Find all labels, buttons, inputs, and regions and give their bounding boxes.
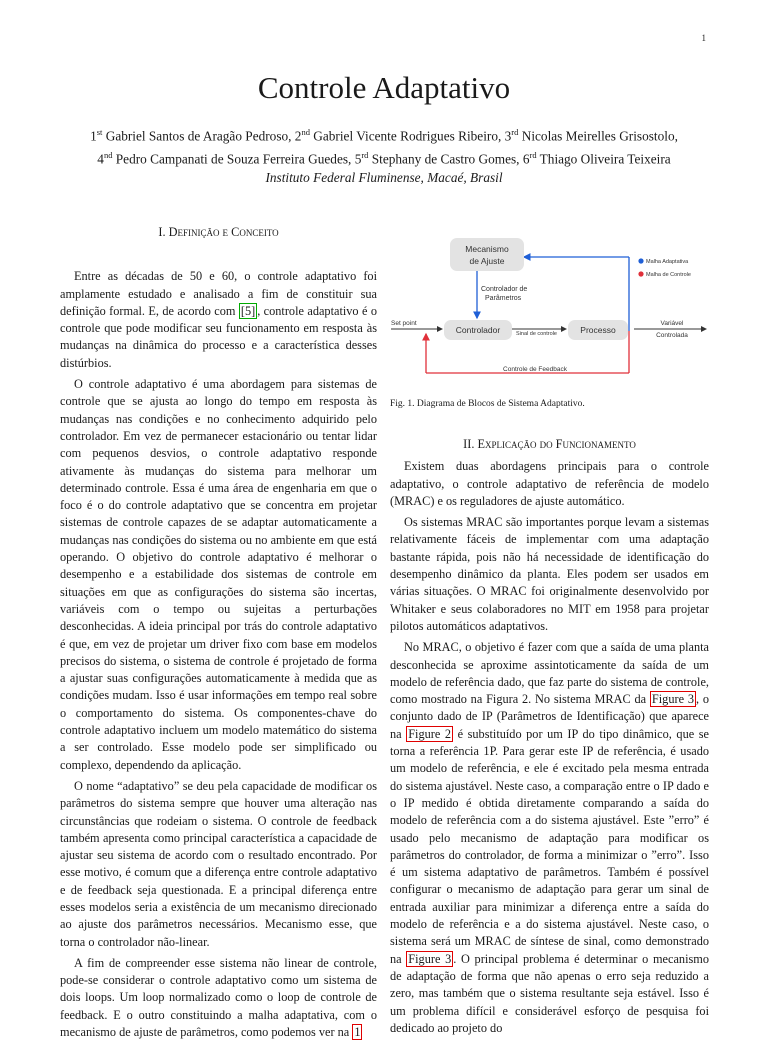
author-ordinal-suffix: st <box>96 127 103 137</box>
text-run: No MRAC, o objetivo é fazer com que a saída de uma planta desconhecida se aproxime assintoticamente da saída de um modelo de referência dado, que faz parte do sistema de controle, como mostrado na Figura 2. No sistema MRAC da <box>390 640 709 707</box>
author-ordinal-suffix: rd <box>511 127 519 137</box>
author-ordinal-suffix: nd <box>301 127 310 137</box>
author-ordinal: 2 <box>294 128 302 144</box>
paragraph: O nome “adaptativo” se deu pela capacidade de modificar os parâmetros do sistema sempre que houver uma alteração nas circunstâncias que rodeiam o sistema. O controle de feedback também apresenta como principal característica a capacidade de ajustar seu sistema de acordo com o resultado encontrado. Por esse motivo, é comum que a diferença entre controle adaptativo e de feedback seja questionada. E a principal diferença entre esses modelos seria a existência de um mecanismo direcionado ao ajuste dos parâmetros necessários. Mecanismo esse, que torna o controlador não-linear. <box>60 778 377 949</box>
process-label: Processo <box>580 325 616 335</box>
author-ordinal-suffix: rd <box>529 149 537 160</box>
text-run: A fim de compreender esse sistema não linear de controle, pode-se considerar o controle adaptativo como um sistema de dois loops. Um loop normalizado como o loop de controle de feedback. E o outro constituindo a malha adaptativa, com o mecanismo de ajuste de parâmetros, como podemos ver na <box>60 955 377 1040</box>
section-title: Explicação do Funcionamento <box>477 437 636 451</box>
figure-caption: Fig. 1. Diagrama de Blocos de Sistema Adaptativo. <box>390 399 585 409</box>
author-name: Pedro Campanati de Souza Ferreira Guedes, <box>115 151 352 167</box>
author-block <box>50 123 718 187</box>
author-ordinal-suffix: rd <box>361 149 369 160</box>
section-title: Definição e Conceito <box>168 225 279 239</box>
figure-reference-link[interactable]: Figure 2 <box>408 726 452 741</box>
mechanism-block <box>450 238 524 271</box>
output-label: Variável <box>660 320 684 327</box>
legend-marker-adaptive <box>638 258 643 263</box>
text-run: , controle adaptativo é o controle que pode modificar seu funcionamento em resposta às mudanças na dinâmica do processo e a característica desses distúrbios. <box>60 303 377 370</box>
mechanism-label: de Ajuste <box>469 256 505 266</box>
author-ordinal-suffix: nd <box>103 149 113 160</box>
author-line-2 <box>50 146 718 169</box>
mechanism-label: Mecanismo <box>465 244 509 254</box>
author-line-1 <box>50 123 718 146</box>
param-label: Parâmetros <box>485 295 522 302</box>
author-ordinal: 3 <box>504 128 512 144</box>
right-column <box>390 436 709 1041</box>
section-number: I. <box>158 225 166 239</box>
author-name: Gabriel Santos de Aragão Pedroso, <box>105 128 292 144</box>
paragraph: Os sistemas MRAC são importantes porque levam a sistemas relativamente fáceis de implementar com uma adaptação bastante rápida, pois não há necessidade de identificação do desempenho dinâmico da planta. Eles podem ser usados em várias situações. O MRAC foi originalmente desenvolvido por Whitaker e seus colaboradores no MIT em 1958 para projetar pilotos automáticos adaptativos. <box>390 515 709 633</box>
block-diagram <box>388 232 713 380</box>
figure-reference-link[interactable]: Figure 3 <box>651 692 694 707</box>
setpoint-label: Set point <box>391 320 417 327</box>
paragraph: Existem duas abordagens principais para o controle adaptativo, o controle adaptativo de referência de modelo (MRAC) e os reguladores de ajuste automático. <box>390 459 709 508</box>
legend-marker-control <box>638 271 643 276</box>
text-run: Entre as décadas de 50 e 60, o controle adaptativo foi amplamente estudado e analisado a fim de constituir sua definição formal. E, de acordo com <box>60 269 377 318</box>
text-run: , o conjunto dado de IP (Parâmetros de Identificação) que aparece na <box>390 692 710 741</box>
text-run: é substituído por um IP do tipo dinâmico, que se torna a referência 1P. Para gerar este IP de referência, é usado um modelo de referência, e ele é excitado pela mesma entrada do sistema ajustável. Neste caso, a comparação entre o IP dado e o IP medido é obtida diretamente comparando a saída do modelo de referência com a do sistema ajustável. Este ”erro” é usado pelo mecanismo de adaptação para modificar os parâmetros do controlador, de forma a minimizar o ”erro”. Isso é um sistema adaptativo de parâmetros. Também é possível configurar o mecanismo de adaptação para gerar um sinal de entrada auxiliar para minimizar a diferença entre a saída do modelo de referência e a do sistema ajustável. Neste caso, o sistema será um MRAC de síntese de sinal, como demonstrado na <box>390 726 709 966</box>
author-ordinal: 1 <box>90 128 97 144</box>
text-run: . O principal problema é determinar o mecanismo de adaptação de forma que não apenas o erro seja reduzido a zero, mas também que o sistema resultante seja estável. Isso é um problema difícil e considerável esforço de pesquisa foi dedicado ao projeto do <box>390 951 709 1035</box>
figure-reference-link[interactable]: Figure 3 <box>408 951 452 966</box>
citation-link[interactable]: [5] <box>240 303 256 318</box>
author-name: Thiago Oliveira Teixeira <box>539 151 671 167</box>
author-name: Stephany de Castro Gomes, <box>371 151 520 167</box>
author-ordinal: 5 <box>354 151 362 167</box>
legend-label: Malha de Controle <box>646 272 691 278</box>
left-column <box>60 224 377 1045</box>
legend-label: Malha Adaptativa <box>646 259 689 265</box>
page-number: 1 <box>701 33 706 43</box>
control-signal-label: Sinal de controle <box>516 331 557 337</box>
paragraph <box>390 639 709 1037</box>
section-1-heading <box>60 224 377 241</box>
output-label: Controlada <box>656 332 688 339</box>
section-2-heading <box>390 436 709 453</box>
paragraph <box>60 955 377 1041</box>
controller-label: Controlador <box>455 325 501 335</box>
affiliation: Instituto Federal Fluminense, Macaé, Brasil <box>265 169 503 185</box>
author-name: Nicolas Meirelles Grisostolo, <box>521 128 678 144</box>
section-number: II. <box>463 437 475 451</box>
feedback-label: Controle de Feedback <box>503 366 567 373</box>
paragraph: O controle adaptativo é uma abordagem para sistemas de controle que se ajusta ao longo do tempo em resposta às mudanças nas condições e no conhecimento adquirido pelo controlador. Em vez de permanecer estacionário ou tentar lidar com pequenos desvios, o controle adaptativo responde ativamente às mudanças do sistema para melhorar um determinado controle. Essa é uma área de engenharia em que o foco é o do controle adaptativo que se concentra em projetar sistemas de controle capazes de se adaptar automaticamente a mudanças nas condições do sistema ou no ambiente em que está operando. O objetivo do controle adaptativo é melhorar o desempenho e a estabilidade dos sistemas de controle em situações em que as configurações do sistema são incertas, variáveis com o tempo ou sujeitas a perturbações desconhecidas. A ideia principal por trás do controle adaptativo é que, em vez de projetar um driver fixo com base em modelos precisos do sistema, o sistema de controle é projetado de forma a ajustar suas configurações automaticamente à medida que as condições mudam. Isso é usar informações em tempo real sobre o comportamento do sistema. Os componentes-chave do controle adaptativo incluem um modelo matemático do sistema a ser controlado. Esse modelo pode ser simplificado ou complexo, dependendo da aplicação. <box>60 377 377 772</box>
author-name: Gabriel Vicente Rodrigues Ribeiro, <box>313 128 502 144</box>
author-ordinal: 6 <box>522 151 530 167</box>
author-ordinal: 4 <box>97 151 104 167</box>
figure-reference-link[interactable]: 1 <box>354 1025 361 1040</box>
paragraph <box>60 268 377 372</box>
paper-title: Controle Adaptativo <box>257 70 511 105</box>
param-label: Controlador de <box>481 286 528 293</box>
